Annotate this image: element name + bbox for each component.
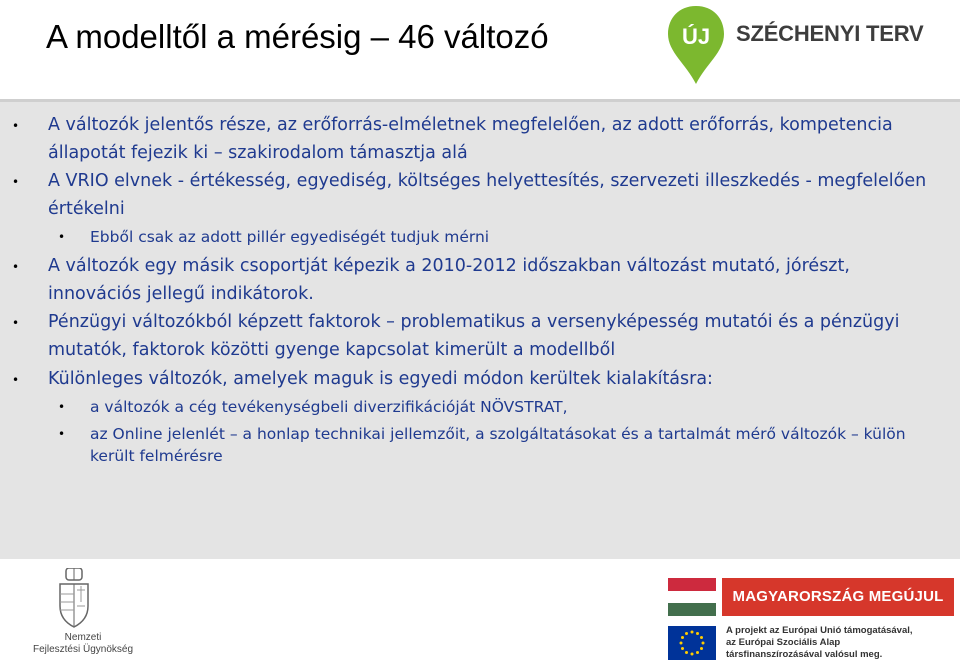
- sub-bullet-item: [58, 226, 950, 248]
- location-pin-icon: [664, 4, 728, 86]
- bullet-item: [12, 308, 948, 364]
- nfu-line-1: Nemzeti: [64, 632, 102, 643]
- pin-text: ÚJ: [681, 24, 711, 49]
- bullet-marker: •: [12, 316, 20, 330]
- bullet-marker: •: [58, 230, 66, 244]
- bullet-item: [12, 252, 948, 308]
- bullet-text: a változók a cég tevékenységbeli diverzifikációját NÖVSTRAT,: [90, 398, 568, 416]
- bullet-marker: •: [58, 427, 66, 441]
- bullet-item: [12, 111, 948, 167]
- bullet-text: az Online jelenlét – a honlap technikai jellemzőit, a szolgáltatásokat és a tartalmát mérő változók – külön került felmérésre: [90, 425, 906, 465]
- nfu-line-2: Fejlesztési Ügynökség: [32, 644, 134, 655]
- hungarian-flag-icon: [668, 578, 716, 616]
- eu-text: A projekt az Európai Unió támogatásával, az Európai Szociális Alap társfinanszírozásával valósul meg.: [726, 625, 913, 660]
- bullet-text: A változók jelentős része, az erőforrás-elméletnek megfelelően, az adott erőforrás, kompetencia állapotát fejezik ki – szakirodalom támasztja alá: [48, 115, 893, 163]
- bullet-text: Ebből csak az adott pillér egyediségét tudjuk mérni: [90, 228, 490, 246]
- eu-flag-icon: [668, 626, 716, 660]
- banner-text: MAGYARORSZÁG MEGÚJUL: [722, 578, 954, 616]
- bullet-text: A VRIO elvnek - értékesség, egyediség, költséges helyettesítés, szervezeti illeszkedés - megfelelően értékelni: [48, 171, 927, 219]
- bullet-text: Pénzügyi változókból képzett faktorok – problematikus a versenyképesség mutatói és a pénzügyi mutatók, faktorok közötti gyenge kapcsolat kimerült a modellből: [48, 312, 900, 360]
- eu-funding-notice: [668, 624, 958, 664]
- bullet-text: Különleges változók, amelyek maguk is egyedi módon kerültek kialakításra:: [48, 369, 713, 389]
- bullet-marker: •: [58, 400, 66, 414]
- bullet-text: A változók egy másik csoportját képezik a 2010-2012 időszakban változást mutató, jórészt, innovációs jellegű indikátorok.: [48, 256, 850, 304]
- szechenyi-terv-logo: [664, 4, 924, 86]
- coat-of-arms-icon: [56, 568, 92, 628]
- bullet-item: [12, 167, 948, 223]
- brand-text: SZÉCHENYI TERV: [736, 21, 924, 46]
- slide-title: A modelltől a mérésig – 46 változó: [46, 18, 549, 55]
- magyarorszag-megujul-logo: [668, 578, 956, 618]
- content-panel: [0, 99, 960, 559]
- bullet-marker: •: [12, 175, 20, 189]
- bullet-item: [12, 365, 948, 393]
- sub-bullet-item: [58, 423, 950, 467]
- bullet-marker: •: [12, 373, 20, 387]
- nfu-logo: [28, 568, 138, 662]
- bullet-marker: •: [12, 260, 20, 274]
- sub-bullet-item: [58, 396, 950, 418]
- bullet-marker: •: [12, 119, 20, 133]
